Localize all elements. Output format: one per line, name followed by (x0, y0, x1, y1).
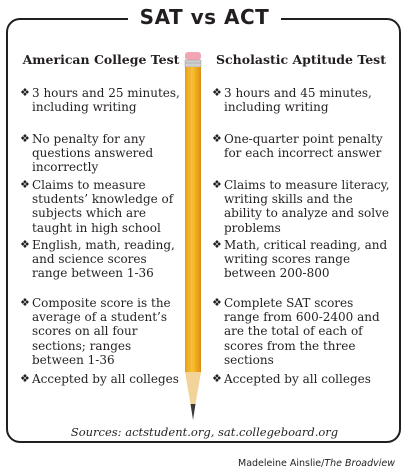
diamond-bullet-icon: ❖ (212, 86, 222, 99)
diamond-bullet-icon: ❖ (20, 178, 30, 191)
act-item (20, 296, 180, 367)
sat-item (212, 178, 392, 235)
diamond-bullet-icon: ❖ (212, 296, 222, 309)
pencil-lead (191, 404, 196, 420)
pencil-wood (185, 372, 201, 404)
credit-author: Madeleine Ainslie/ (238, 458, 325, 469)
sat-item-text: Accepted by all colleges (224, 372, 371, 386)
credit-publication: The Broadview (324, 458, 395, 469)
pencil-ferrule (185, 60, 201, 67)
act-item (20, 132, 180, 175)
diamond-bullet-icon: ❖ (20, 86, 30, 99)
act-item (20, 372, 180, 386)
sat-item (212, 238, 392, 281)
pencil-icon (178, 52, 208, 422)
pencil-eraser (185, 52, 201, 60)
act-item (20, 86, 180, 114)
diamond-bullet-icon: ❖ (20, 372, 30, 385)
act-item-text: 3 hours and 25 minutes, including writing (32, 86, 180, 115)
act-item-text: Composite score is the average of a student’s scores on all four sections; ranges between 1-36 (32, 296, 171, 367)
sat-item (212, 132, 392, 160)
diamond-bullet-icon: ❖ (212, 132, 222, 145)
act-column (20, 52, 182, 79)
sat-item-text: Math, critical reading, and writing scores range between 200-800 (224, 238, 388, 281)
page-title: SAT vs ACT (128, 3, 282, 31)
diamond-bullet-icon: ❖ (212, 372, 222, 385)
sources-caption: Sources: actstudent.org, sat.collegeboard.org (70, 425, 339, 439)
act-item (20, 178, 180, 235)
sat-item-text: 3 hours and 45 minutes, including writing (224, 86, 372, 115)
sat-item (212, 86, 392, 114)
sat-column (212, 52, 390, 79)
diamond-bullet-icon: ❖ (20, 132, 30, 145)
sat-item-text: Complete SAT scores range from 600-2400 and are the total of each of scores from the three sections (224, 296, 380, 367)
sat-column-header: Scholastic Aptitude Test (216, 52, 386, 67)
sat-item (212, 372, 392, 386)
act-item (20, 238, 180, 281)
act-item-text: No penalty for any questions answered incorrectly (32, 132, 154, 175)
act-item-text: Claims to measure students’ knowledge of subjects which are taught in high school (32, 178, 174, 235)
diamond-bullet-icon: ❖ (212, 178, 222, 191)
diamond-bullet-icon: ❖ (212, 238, 222, 251)
sat-item-text: Claims to measure literacy, writing skills and the ability to analyze and solve problems (224, 178, 390, 235)
sat-item (212, 296, 392, 367)
sat-item-text: One-quarter point penalty for each incorrect answer (224, 132, 383, 161)
diamond-bullet-icon: ❖ (20, 238, 30, 251)
title-bar (0, 3, 409, 31)
photo-credit (238, 458, 395, 469)
pencil-body (185, 67, 201, 372)
act-column-header: American College Test (22, 52, 180, 67)
act-item-text: English, math, reading, and science scores range between 1-36 (32, 238, 175, 281)
diamond-bullet-icon: ❖ (20, 296, 30, 309)
act-item-text: Accepted by all colleges (32, 372, 179, 386)
